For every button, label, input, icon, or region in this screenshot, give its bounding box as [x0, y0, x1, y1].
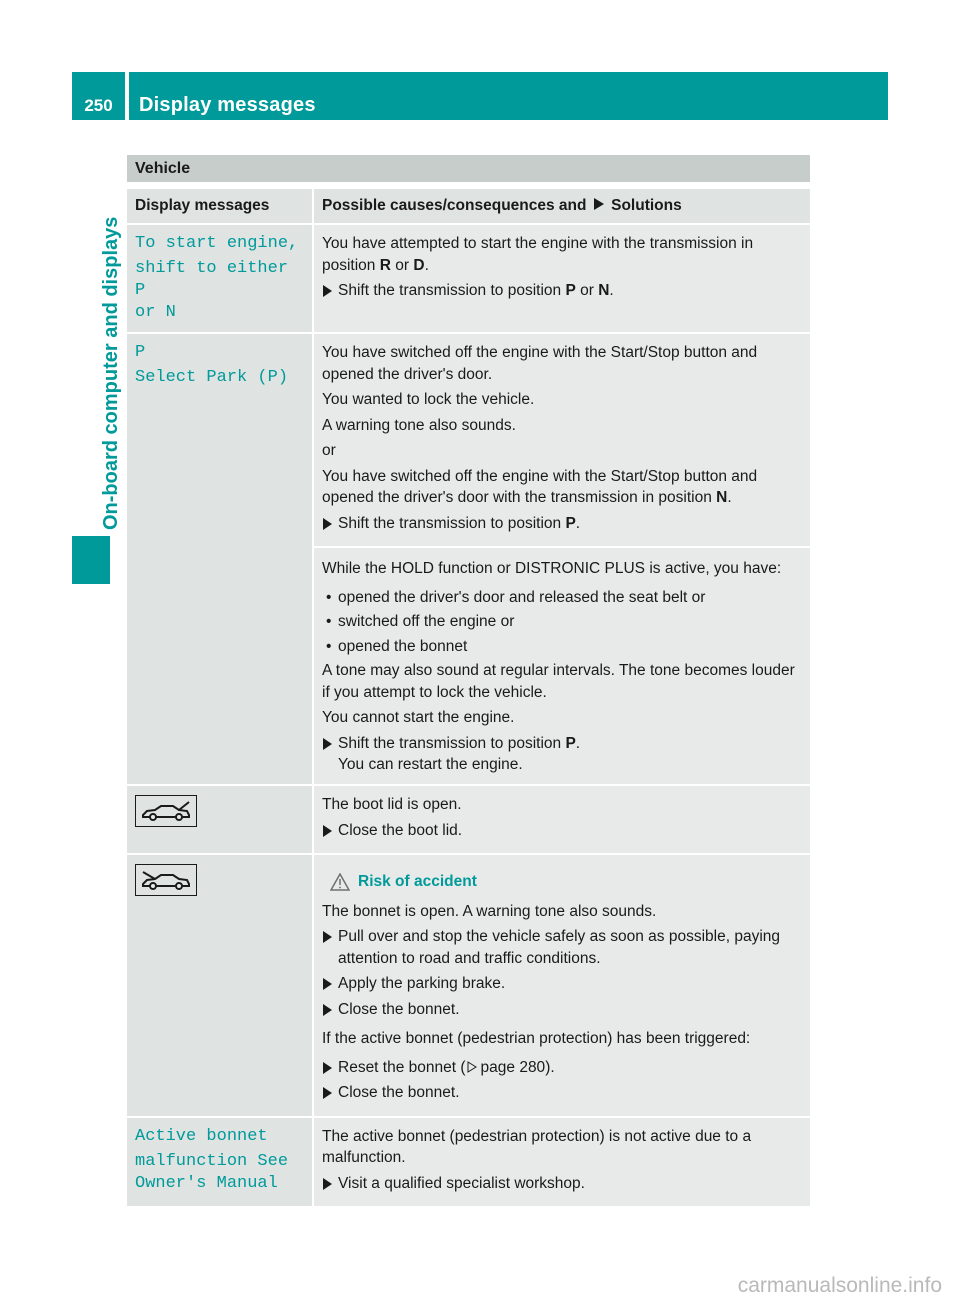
col-header-display-messages: Display messages: [127, 189, 314, 225]
cause-text: You have switched off the engine with the Start/Stop button and opened the driver's door with the transmission in position N.: [322, 467, 758, 506]
page-reference-link[interactable]: page 280: [480, 1058, 546, 1076]
table-row: [127, 855, 810, 1118]
page-number-box: [72, 72, 125, 120]
message-text: P Select Park (P): [135, 343, 289, 387]
solution-step: Shift the transmission to position P or N.: [322, 280, 802, 302]
col-header-causes-solutions: Possible causes/consequences and Solutions: [314, 189, 810, 225]
message-cell: [127, 786, 314, 855]
boot-lid-open-icon: [135, 795, 197, 827]
message-cell: [127, 1118, 314, 1209]
solution-step: Close the boot lid.: [322, 820, 802, 842]
chapter-side-marker: [72, 536, 110, 584]
cause-text: You have switched off the engine with the Start/Stop button and opened the driver's door.: [322, 344, 758, 383]
table-header-row: [127, 189, 810, 225]
solution-step: Close the bonnet.: [322, 999, 802, 1021]
warning-label: Risk of accident: [330, 871, 802, 893]
table-row: [127, 1118, 810, 1209]
cause-text: The bonnet is open. A warning tone also sounds.: [322, 902, 657, 920]
bullet-item: • opened the driver's door and released the seat belt or: [322, 587, 802, 609]
solution-step: Pull over and stop the vehicle safely as soon as possible, paying attention to road and traffic conditions.: [322, 926, 802, 969]
table-row: [127, 786, 810, 855]
solution-step: Close the bonnet.: [322, 1082, 802, 1104]
cause-text: The boot lid is open.: [322, 796, 462, 813]
section-title: Vehicle: [135, 160, 191, 177]
cause-text: The active bonnet (pedestrian protection) is not active due to a malfunction.: [322, 1127, 752, 1166]
cause-text: If the active bonnet (pedestrian protection) has been triggered:: [322, 1030, 751, 1047]
display-messages-table: [127, 189, 810, 1208]
header-bar: [129, 72, 888, 120]
solution-step: Apply the parking brake.: [322, 973, 802, 995]
message-cell: [127, 225, 314, 334]
solution-arrow-icon: [593, 197, 605, 211]
cause-text: You wanted to lock the vehicle.: [322, 391, 535, 408]
cause-text: A warning tone also sounds.: [322, 416, 516, 434]
table-row: [127, 334, 810, 548]
solution-step: Shift the transmission to position P. You can restart the engine.: [322, 733, 802, 776]
section-header: [127, 155, 810, 182]
bullet-item: • switched off the engine or: [322, 611, 802, 633]
chapter-side-label: On-board computer and displays: [100, 216, 122, 530]
cause-text: or: [322, 442, 336, 459]
message-cell: [127, 334, 314, 786]
solution-cell: [314, 1118, 810, 1209]
solution-step: Shift the transmission to position P.: [322, 513, 802, 535]
cause-text: You have attempted to start the engine with the transmission in position R or D.: [322, 235, 754, 274]
bonnet-open-icon: [135, 864, 197, 896]
solution-cell: [314, 334, 810, 548]
solution-cell: [314, 855, 810, 1118]
cause-text: A tone may also sound at regular intervals. The tone becomes louder if you attempt to lock the vehicle.: [322, 662, 795, 701]
page-title: Display messages: [139, 93, 316, 116]
solution-step: Visit a qualified specialist workshop.: [322, 1173, 802, 1195]
warning-triangle-icon: [330, 873, 350, 891]
watermark: carmanualsonline.info: [737, 1273, 942, 1297]
page-reference-icon: [467, 1061, 477, 1073]
solution-cell: [314, 548, 810, 786]
bullet-item: • opened the bonnet: [322, 636, 802, 658]
cause-text: While the HOLD function or DISTRONIC PLUS is active, you have:: [322, 560, 782, 577]
message-text: Active bonnet malfunction See Owner's Manual: [135, 1126, 289, 1193]
solution-cell: [314, 786, 810, 855]
solution-cell: [314, 225, 810, 334]
message-text: To start engine, shift to either P or N: [135, 234, 299, 322]
table-row: [127, 225, 810, 334]
message-cell: [127, 855, 314, 1118]
cause-text: You cannot start the engine.: [322, 709, 515, 726]
page-number: 250: [84, 95, 113, 115]
solution-step: Reset the bonnet ( page 280).: [322, 1057, 802, 1079]
